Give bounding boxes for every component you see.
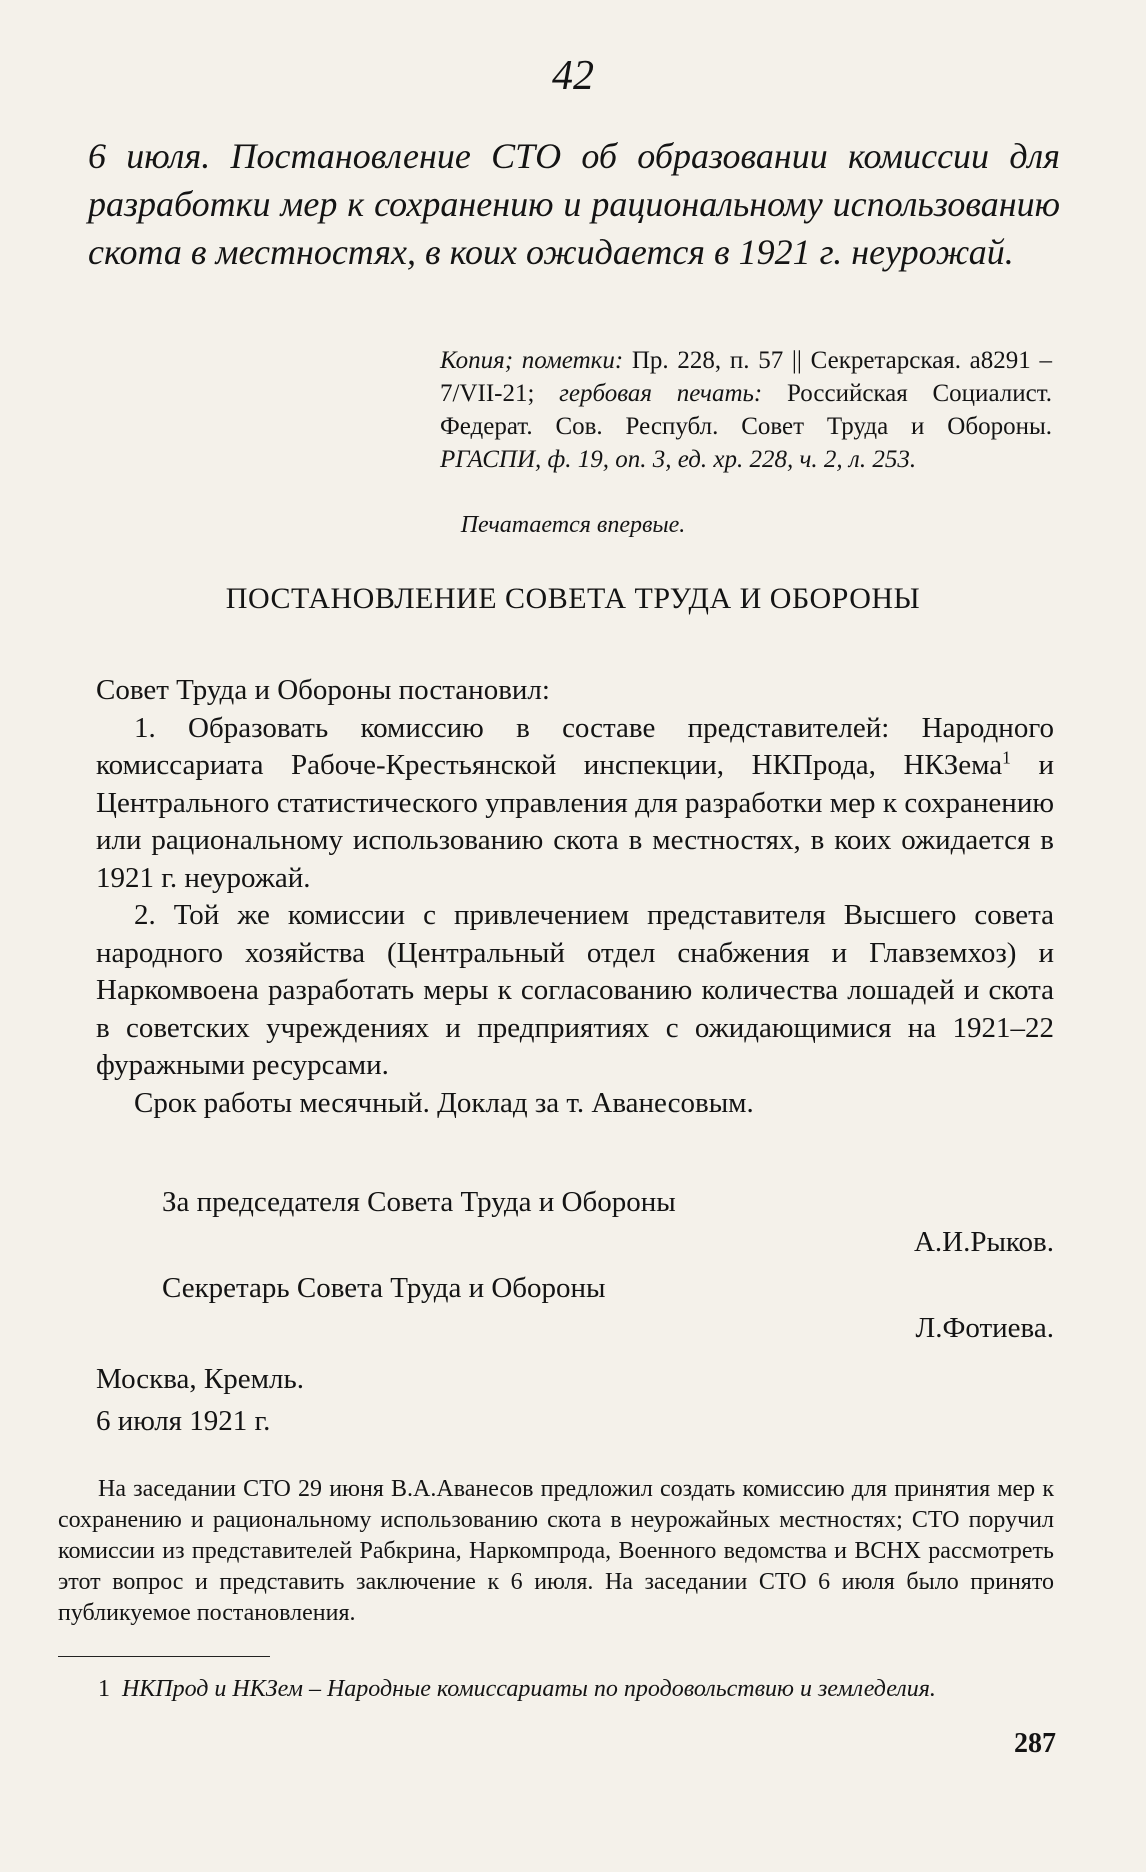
item-1-main: 1. Образовать комиссию в составе представителей: Народного комиссариата Рабоче-Крестьянской инспекции, НКПрода, НКЗема: [96, 711, 1054, 781]
archival-note: [440, 344, 1052, 476]
copy-label: Копия; пометки:: [440, 347, 624, 374]
footnote-mark: 1: [98, 1676, 110, 1702]
footnote-ref: 1: [1002, 747, 1011, 768]
term-text: Срок работы месячный. Доклад за т. Аванесовым.: [134, 1086, 754, 1119]
seal-text: Российская Социалист. Федерат. Сов. Республ. Совет Труда и Обороны.: [440, 380, 1053, 440]
date: 6 июля 1921 г.: [96, 1405, 271, 1437]
signature-title: За председателя Совета Труда и Обороны: [162, 1186, 676, 1218]
footnote-text: НКПрод и НКЗем – Народные комиссариаты по продовольствию и земледелия.: [122, 1676, 936, 1702]
footnote-divider: [58, 1656, 270, 1657]
footnote: [58, 1672, 1054, 1706]
seal-label: гербовая печать:: [559, 380, 763, 407]
publication-note: Печатается впервые.: [460, 512, 686, 538]
document-number: 42: [552, 53, 594, 99]
item-2: 2. Той же комиссии с привлечением представителя Высшего совета народного хозяйства (Центральный отдел снабжения и Главземхоз) и Наркомвоена разработать меры к согласованию количества лошадей и скота в советских учреждениях и предприятиях с ожидающимися на 1921–22 фуражными ресурсами.: [96, 899, 1054, 1081]
archive-source: РГАСПИ, ф. 19, оп. 3, ед. хр. 228, ч. 2, л. 253.: [440, 446, 917, 473]
marks: Пр. 228, п. 57 || Секретарская. а8291 – 7/VII-21;: [440, 347, 1052, 407]
decree-title: ПОСТАНОВЛЕНИЕ СОВЕТА ТРУДА И ОБОРОНЫ: [225, 582, 921, 615]
signature-title: Секретарь Совета Труда и Обороны: [162, 1272, 606, 1304]
preamble: Совет Труда и Обороны постановил:: [96, 674, 550, 706]
document-heading: 6 июля. Постановление СТО об образовании комиссии для разработки мер к сохранению и рациональному использованию скота в местностях, в коих ожидается в 1921 г. неурожай.: [88, 136, 1060, 272]
signature-name: Л.Фотиева.: [915, 1312, 1054, 1344]
item-1-rest: и Центрального статистического управления для разработки мер к сохранению или рациональному использованию скота в местностях, в коих ожидается в 1921 г. неурожай.: [96, 749, 1054, 894]
page-number: 287: [1014, 1728, 1056, 1759]
place-date: [96, 1358, 304, 1442]
editorial-note: [58, 1474, 1054, 1629]
decree-body: [96, 672, 1054, 1122]
place: Москва, Кремль.: [96, 1363, 304, 1395]
editorial-text: На заседании СТО 29 июня В.А.Аванесов предложил создать комиссию для принятия мер к сохранению и рациональному использованию скота в неурожайных местностях; СТО поручил комиссии из представителей Рабкрина, Наркомпрода, Военного ведомства и ВСНХ рассмотреть этот вопрос и представить заключение к 6 июля. На заседании СТО 6 июля было принято публикуемое постановления.: [58, 1476, 1054, 1626]
item-1: [96, 710, 1054, 898]
signature-name: А.И.Рыков.: [913, 1226, 1054, 1258]
